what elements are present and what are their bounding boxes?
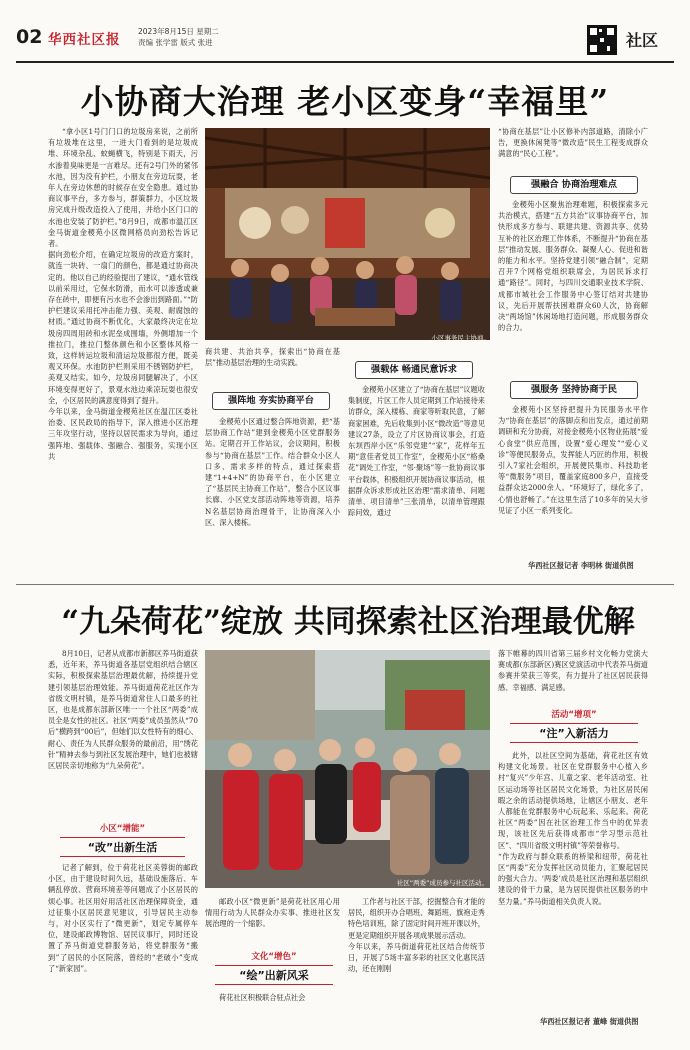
article1-col4-bot: 金稷苑小区坚持把提升为民服务水平作为“协商在基层”的落脚点和出发点，通过前期调研和充分协商，对接金稷苑小区物业拓展“爱心食堂”供应范围，设置“爱心理发”“爱心义诊”等便民服务点，发挥能人巧匠的作用，积极引入7家社会组织，开展便民集市、科技助老等“微服务”项目，覆盖家庭800多户，直接受益群众达2000余人。“环境好了，绿化多了，心情也舒畅了。”在这里生活了10多年的吴大爷见证了小区一系列变化。: [498, 405, 648, 515]
subhead-zengneng-kicker: 小区“增能”: [99, 824, 146, 834]
article1-col4-mid: 金稷苑小区聚焦治理难题，积极探索多元共治模式，搭建“五方共治”议事协商平台，加快形成多方参与、联建共建、资源共享、优势互补的社区治理工作体系，不断提升“协商在基层”推动发展、服务群众、凝聚人心、促进和谐的能力和水平。坚持党建引领“融合制”，定期召开7个网格党组织联席会，为居民诉求打通“路径”。同时，与四川交通职业技术学院、成都市城社会工作服务中心签订结对共建协议，先后开展帮扶困难群众60人次，协商解决“两场馆”休闲场地打造问题，形成服务群众的合力。: [498, 200, 648, 333]
subhead-zengse: [215, 950, 333, 985]
subhead-zhendi: 强阵地 夯实协商平台: [212, 392, 330, 410]
issue-date: 2023年8月15日 星期二: [138, 27, 219, 36]
article2-byline: 华西社区报记者 董峰 街道供图: [540, 1017, 639, 1026]
page-number: 02: [16, 26, 43, 48]
section-label: 社区: [626, 31, 659, 50]
subhead-zengse-title: “绘”出新风采: [215, 965, 333, 985]
subhead-zengneng: [60, 822, 185, 857]
article2-col2-bot: 荷花社区积极联合驻点社会: [219, 993, 306, 1002]
subhead-zengxiang: [510, 708, 638, 743]
editors-line: 责编 张学雷 版式 张进: [138, 38, 213, 47]
header-rule: [16, 61, 674, 63]
article2-col4-top: 落下帷幕的四川省第三届乡村文化畅力党演大赛成都(东部新区)赛区党演活动中代表养马街道参赛并荣获三等奖，有力提升了社区居民获得感、幸福感、满足感。: [498, 649, 648, 692]
article2-headline: “九朵荷花”绽放 共同探索社区治理最优解: [61, 604, 635, 640]
article1-photo: [205, 128, 490, 340]
article1-col3: 金稷苑小区建立了“协商在基层”议题收集制度，片区工作人员定期到工作站接待来访群众，深入楼栋、商家等听取民意，了解商家困难，先后收集到小区“微改造”等意见建议27条，设立了片区协商议事会，打造东坝西岸小区“乐邻党建”“家”，花样年五期“意佳者党员工作室”，金稷苑小区“格桑花”调处工作室，“邻·聚场”等一批协商议事平台载体，积极组织开展协商议事活动，根据群众诉求形成社区治理“需求清单、问题清单、项目清单”三张清单，以清单管理跟踪问效，通过: [348, 385, 485, 518]
article1-col4-top: “协商在基层”让小区修补内部道路，清除小广告，更换休闲凳等“微改造”民生工程变成群众满意的“民心工程”。: [498, 127, 648, 159]
article2-col3: 工作者与社区干部，挖掘整合有才能的居民，组织开办合唱班、舞蹈班、旗袍走秀特色培训班，除了固定时间开班开课以外，更是定期组织开展各项成果展示活动。 今年以来，养马街道荷花社区结合传统节日，开展了5场丰富多彩的社区文化惠民活动，还在刚刚: [348, 897, 485, 974]
subhead-zaiti: 强载体 畅通民意诉求: [355, 361, 473, 379]
article2-col4-bot: 此外，以社区空间为基础，荷花社区有效构建文化场景。社区在党群服务中心植入乡村“复兴”少年宫、儿童之家、老年活动室、社区运动场等社区居民文化场景，为社区居民闲暇之余的活动提供场地，让辖区小朋友、老年人都能在党群服务中心玩起来、乐起来。荷花社区“两委”因在社区治理工作当中的优异表现，该社区先后获得成都市“学习型示范社区”、“四川省级文明村镇”等荣誉称号。 “作为政府与群众联系的桥梁和纽带，荷花社区“两委”充分发挥社区动员能力，汇聚起居民的强大合力。‘两委’成员是社区治理和基层组织建设的骨干力量，是为居民提供社区服务的中坚力量。”养马街道相关负责人说。: [498, 751, 648, 906]
article1-byline: 华西社区报记者 李明林 街道供图: [528, 561, 634, 570]
article1-col2: 金稷苑小区通过整合阵地资源，把“基层协商工作站”建到金稷苑小区党群服务站。定期召开工作站议，会议期间，积极参与“协商在基层”工作。结合群众小区人口多、需求多样的特点，通过探索搭建“1+4+N”的协商平台，在小区建立了“基层民主协商工作站”，整合小区议事长廊、小区党支部活动阵地等资源，培养N名基层协商治理骨干，让协商深入小区、深入楼栋。: [205, 417, 340, 527]
subhead-zengneng-title: “改”出新生活: [60, 837, 185, 857]
article1-col2-top: 商共建、共治共享，探索出“协商在基层”推动基层治理的生动实践。: [205, 347, 340, 368]
article2-photo-caption: 社区“两委”成员参与社区活动。: [396, 879, 488, 887]
subhead-zengse-kicker: 文化“增色”: [251, 952, 297, 962]
subhead-ronghe: 强融合 协商治理难点: [510, 176, 638, 194]
paper-name: 华西社区报: [48, 32, 121, 48]
article2-col1-top: 8月10日，记者从成都市新都区养马街道获悉，近年来，养马街道各基层党组织结合辖区实际，积极探索基层治理最优解，持续提升党建引领基层治理效能。养马街道荷花社区作为省级文明村镇，是养马街道常住人口最多的社区，也是成都东部新区唯一一个社区“两委”成员全是女性的社区。社区“两委”成员虽然从“70后”横跨到“00后”，但她们以女性特有的细心、耐心、责任为人民群众服务的最前沿，用“绣花针”精神去参与到社区发展治理中，她们也被辖区居民亲切地称为“九朵荷花”。: [48, 649, 198, 771]
article2-col2: 邮政小区“微更新”是荷花社区用心用情用行动为人民群众办实事、推进社区发展治理的一个缩影。: [205, 897, 340, 929]
article1-col1: “拿小区1号门门口的垃圾房来说，之前所有垃圾堆在这里，一进大门看到的是垃圾成堆、环境杂乱、蚊蝇横飞，特别是下雨天，污水渗着臭味更是一言难尽。还有2号门外的紧邻水池，因为没有护栏，小朋友在旁边玩耍，老年人在旁边休憩的时候存在安全隐患。通过协商议事平台，多方参与，群策群力，小区垃圾房完成升级改造投入了使用，并给小区门口的水池也安装了防护栏。”8月9日，成都市温江区金马街道金稷苑小区微网格员向劲松告诉记者。 据向劲松介绍，在确定垃圾房的改造方案时，就连一块砖、一扇门的颜色，都是通过协商决定的。他以自己的经验提出了建议，“通水管线以前采用过，它保水防滑，而水可以渗透或兼存在砖中，即便有污水也不会渗出到路面。”“防护栏建议采用托冲击能力强、美观、耐腐蚀的材质。”通过协商不断优化，大家最终决定在垃圾房四周用砖和水泥垒成围墙，外侧增加一个推拉门，推拉门整体颜色和小区整体风格一致，这样转运垃圾和清运垃圾都很方便，既美观又环保。水池防护栏则采用不锈钢防护栏，美观又结实。如今，垃圾房同腿解决了，小区环境变得更好了，景观水池边乘凉玩耍也很安全，小区居民的满意度得到了提升。 今年以来，金马街道金稷苑社区在温江区委社治委、区民政局的指导下，深入推进小区治理三年攻坚行动，坚持以居民需求为导向，通过强阵地、强载体、强融合、强服务，实现小区共: [48, 127, 198, 461]
qr-code-icon: [587, 25, 617, 55]
article1-photo-caption: 小区事务民主协商。: [431, 334, 490, 342]
subhead-zengxiang-title: “注”入新活力: [510, 723, 638, 743]
subhead-fuwu: 强服务 坚持协商于民: [510, 381, 638, 399]
article1-headline: 小协商大治理 老小区变身“幸福里”: [80, 82, 610, 121]
article2-photo: [205, 650, 490, 888]
subhead-zengxiang-kicker: 活动“增项”: [551, 710, 597, 720]
article2-col1-bot: 记者了解到，位于荷花社区美蓉街的邮政小区，由于建设时间久远，基础设施落后、车辆乱停放、营商环境差等问题成了小区居民的烦心事。社区用好用活社区治理保障资金，通过征集小区居民意见建议，引导居民主动参与，对小区实行了“微更新”，划定专属停车位，建设邮政博物馆、居民议事厅，同时还设置了养马街道党群服务站，将党群服务“搬到”了居民的小区院落，曾经的“老破小”变成了“新家园”。: [48, 863, 198, 973]
article-divider: [16, 584, 674, 585]
